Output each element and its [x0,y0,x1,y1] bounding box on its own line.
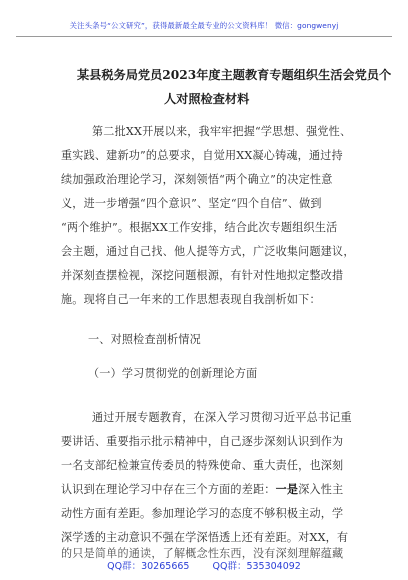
body-line-partial: 的只是简单的通读，了解概念性东西，没有深刻理解蕴藏 [61,547,344,560]
body-line: 义，进一步增强“四个意识”、坚定“四个自信”、做到 [61,197,322,210]
body-line: 通过开展专题教育，在深入学习贯彻习近平总书记重 [92,411,352,424]
body-line: 重实践、建新功”的总要求，自觉用XX凝心铸魂，通过持 [61,149,343,162]
footer-qq2: QQ群：535304092 [212,561,301,572]
body-line: 要讲话、重要指示批示精神中，自己逐步深刻认识到作为 [61,435,344,448]
footer-qq1: QQ群：30265665 [107,561,190,572]
body-text: 深入性主 [298,483,344,496]
section-heading: 一、对照检查剖析情况 [88,333,201,346]
body-line: 会主题，通过自己找、他人提等方式，广泛收集问题建议， [61,245,355,258]
subsection-heading: （一）学习贯彻党的创新理论方面 [88,367,258,380]
body-line: 并深刻查摆检视，深挖问题根源，有针对性地拟定整改措 [61,269,344,282]
footer-qq-groups [0,558,408,572]
body-line: 一名支部纪检兼宣传委员的特殊使命、重大责任，也深刻 [61,459,344,472]
document-title-line2: 人对照检查材料 [164,92,250,106]
body-line: 动性方面有差距。参加理论学习的态度不够积极主动，学 [61,507,344,520]
emphasis-text: 一是 [275,483,299,496]
body-line: “两个维护”。根据XX工作安排，结合此次专题组织生活 [61,221,338,234]
document-title-line1: 某县税务局党员2023年度主题教育专题组织生活会党员个 [77,68,392,82]
body-line: 深学透的主动意识不强在学深悟透上还有差距。对XX，有 [61,531,349,544]
header-banner: 关注头条号“公文研究”，获得最新最全最专业的公文资料库！ 微信：gongwenyj [69,21,339,30]
body-line [61,483,343,497]
body-line: 第二批XX开展以来，我牢牢把握“学思想、强党性、 [92,125,352,138]
header-divider [16,36,392,37]
body-line: 续加强政治理论学习，深刻领悟“两个确立”的决定性意 [61,173,333,186]
body-line: 施。现将自己一年来的工作思想表现自我剖析如下： [61,293,321,306]
body-text: 认识到在理论学习中存在三个方面的差距： [61,483,276,496]
